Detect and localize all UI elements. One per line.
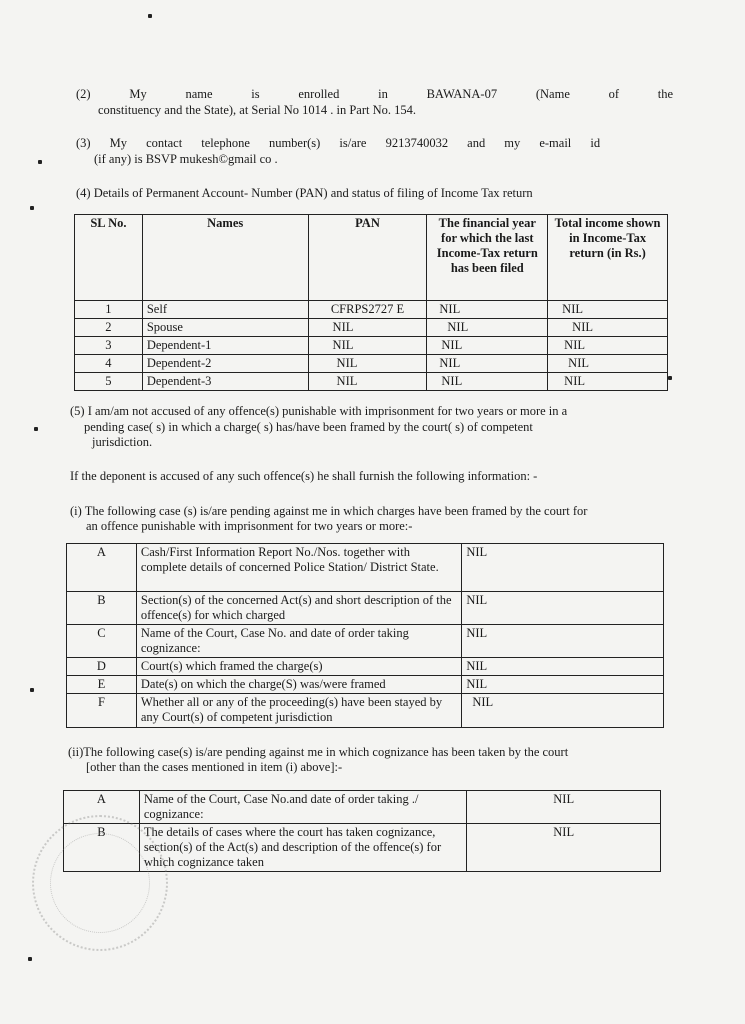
row-label: A bbox=[64, 791, 140, 824]
name-cell: Self bbox=[142, 301, 308, 319]
para-5-line1: (5) I am/am not accused of any offence(s) punishable with imprisonment for two years or more in a bbox=[70, 404, 568, 418]
fy-cell: NIL bbox=[427, 355, 548, 373]
para-ii-line2: [other than the cases mentioned in item (i) above]:- bbox=[86, 760, 343, 774]
income-cell: NIL bbox=[548, 319, 668, 337]
pan-table-header bbox=[75, 215, 668, 301]
cases-framed-table bbox=[66, 543, 664, 728]
row-description: Date(s) on which the charge(S) was/were framed bbox=[136, 676, 461, 694]
table-row bbox=[75, 355, 668, 373]
para-3-line1: (3) My contact telephone number(s) is/are 9213740032 and my e-mail id bbox=[76, 136, 601, 150]
row-value: NIL bbox=[462, 658, 664, 676]
header-financial-year: The financial year for which the last Income-Tax return has been filed bbox=[427, 215, 548, 301]
pan-cell: NIL bbox=[308, 373, 427, 391]
table-row bbox=[75, 373, 668, 391]
fy-cell: NIL bbox=[427, 301, 548, 319]
sl-no: 4 bbox=[75, 355, 143, 373]
row-description: Name of the Court, Case No. and date of order taking cognizance: bbox=[136, 625, 461, 658]
header-pan: PAN bbox=[308, 215, 427, 301]
table-row bbox=[67, 658, 664, 676]
income-cell: NIL bbox=[548, 355, 668, 373]
table-row bbox=[67, 592, 664, 625]
sl-no: 5 bbox=[75, 373, 143, 391]
para-2-line1: (2) My name is enrolled in BAWANA-07 (Name of the bbox=[76, 87, 674, 101]
row-description: Section(s) of the concerned Act(s) and short description of the offence(s) for which charged bbox=[136, 592, 461, 625]
row-label: F bbox=[67, 694, 137, 728]
speck-icon bbox=[34, 427, 38, 431]
table-row bbox=[67, 676, 664, 694]
header-total-income: Total income shown in Income-Tax return (in Rs.) bbox=[548, 215, 668, 301]
fy-cell: NIL bbox=[427, 337, 548, 355]
deponent-note: If the deponent is accused of any such offence(s) he shall furnish the following information: - bbox=[70, 469, 538, 483]
row-value: NIL bbox=[462, 625, 664, 658]
row-value: NIL bbox=[467, 791, 661, 824]
table-row bbox=[67, 544, 664, 592]
row-description: Name of the Court, Case No.and date of order taking ./ cognizance: bbox=[139, 791, 466, 824]
para-5-line2: pending case( s) in which a charge( s) has/have been framed by the court( s) of competent bbox=[84, 420, 533, 434]
para-5-line3: jurisdiction. bbox=[92, 435, 153, 449]
seal-stamp-icon bbox=[32, 815, 168, 951]
row-description: Court(s) which framed the charge(s) bbox=[136, 658, 461, 676]
speck-icon bbox=[30, 206, 34, 210]
speck-icon bbox=[148, 14, 152, 18]
row-description: Whether all or any of the proceeding(s) have been stayed by any Court(s) of competent jurisdiction bbox=[136, 694, 461, 728]
speck-icon bbox=[30, 688, 34, 692]
sl-no: 2 bbox=[75, 319, 143, 337]
para-4: (4) Details of Permanent Account- Number (PAN) and status of filing of Income Tax return bbox=[76, 186, 533, 200]
para-3-line2: (if any) is BSVP mukesh©gmail co . bbox=[94, 152, 278, 166]
table-row bbox=[75, 337, 668, 355]
income-cell: NIL bbox=[548, 337, 668, 355]
row-value: NIL bbox=[462, 592, 664, 625]
table-row bbox=[67, 625, 664, 658]
row-label: A bbox=[67, 544, 137, 592]
table-row bbox=[75, 319, 668, 337]
para-2-line2: constituency and the State), at Serial No 1014 . in Part No. 154. bbox=[98, 103, 416, 117]
row-value: NIL bbox=[462, 676, 664, 694]
pan-table bbox=[74, 214, 668, 391]
sl-no: 3 bbox=[75, 337, 143, 355]
para-ii-line1: (ii)The following case(s) is/are pending against me in which cognizance has been taken by the court bbox=[68, 745, 569, 759]
table-row bbox=[64, 791, 661, 824]
fy-cell: NIL bbox=[427, 319, 548, 337]
row-description: The details of cases where the court has taken cognizance, section(s) of the Act(s) and description of the offence(s) for which cognizance taken bbox=[139, 824, 466, 872]
para-i-line1: (i) The following case (s) is/are pending against me in which charges have been framed by the court for bbox=[70, 504, 588, 518]
income-cell: NIL bbox=[548, 301, 668, 319]
table-row bbox=[67, 694, 664, 728]
sl-no: 1 bbox=[75, 301, 143, 319]
row-label: B bbox=[67, 592, 137, 625]
name-cell: Spouse bbox=[142, 319, 308, 337]
row-label: B bbox=[64, 824, 140, 872]
row-value: NIL bbox=[462, 544, 664, 592]
speck-icon bbox=[28, 957, 32, 961]
pan-cell: NIL bbox=[308, 355, 427, 373]
row-value: NIL bbox=[467, 824, 661, 872]
header-names: Names bbox=[142, 215, 308, 301]
speck-icon bbox=[668, 376, 672, 380]
speck-icon bbox=[38, 160, 42, 164]
table-row bbox=[75, 301, 668, 319]
row-label: C bbox=[67, 625, 137, 658]
pan-cell: CFRPS2727 E bbox=[308, 301, 427, 319]
row-label: E bbox=[67, 676, 137, 694]
name-cell: Dependent-1 bbox=[142, 337, 308, 355]
row-label: D bbox=[67, 658, 137, 676]
pan-cell: NIL bbox=[308, 319, 427, 337]
para-i-line2: an offence punishable with imprisonment for two years or more:- bbox=[86, 519, 413, 533]
pan-cell: NIL bbox=[308, 337, 427, 355]
name-cell: Dependent-2 bbox=[142, 355, 308, 373]
fy-cell: NIL bbox=[427, 373, 548, 391]
row-description: Cash/First Information Report No./Nos. together with complete details of concerned Police Station/ District State. bbox=[136, 544, 461, 592]
header-sl-no: SL No. bbox=[75, 215, 143, 301]
name-cell: Dependent-3 bbox=[142, 373, 308, 391]
income-cell: NIL bbox=[548, 373, 668, 391]
row-value: NIL bbox=[462, 694, 664, 728]
